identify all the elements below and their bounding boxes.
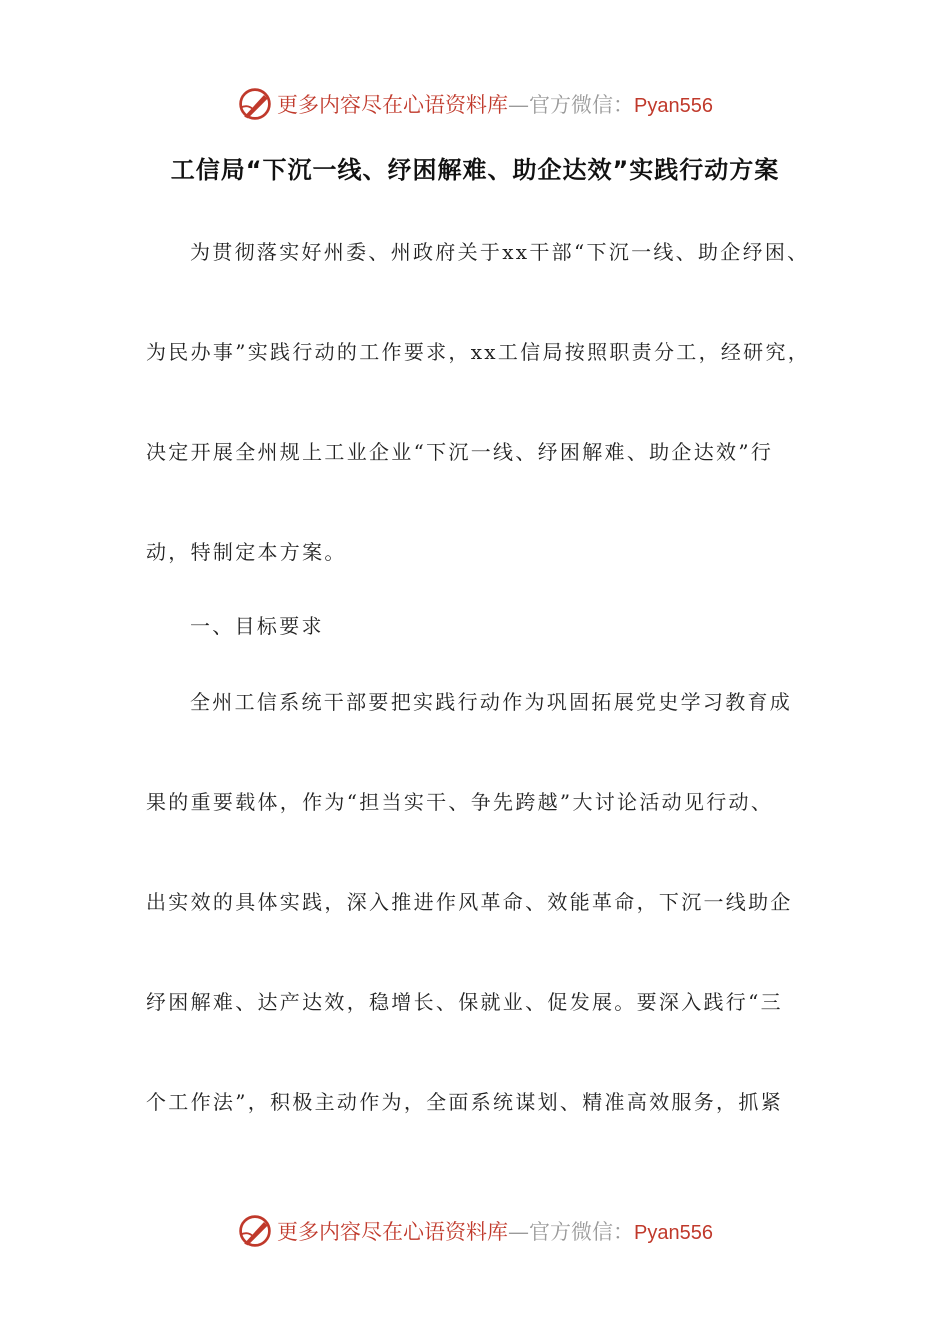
footer-banner	[0, 1209, 950, 1253]
document-title: 工信局“下沉一线、纾困解难、助企达效”实践行动方案	[170, 156, 780, 184]
body-line: 全州工信系统干部要把实践行动作为巩固拓展党史学习教育成	[190, 690, 793, 714]
body-line: 为民办事”实践行动的工作要求，xx工信局按照职责分工，经研究，	[146, 340, 811, 364]
body-line: 动，特制定本方案。	[146, 540, 347, 564]
body-line: 果的重要载体，作为“担当实干、争先跨越”大讨论活动见行动、	[146, 790, 774, 814]
pen-logo-icon	[237, 86, 273, 122]
banner-dash: —	[508, 93, 530, 117]
banner-wechat-label: 官方微信：	[529, 93, 635, 117]
banner-text	[277, 89, 713, 119]
banner-site-name: 更多内容尽在心语资料库	[277, 1220, 509, 1244]
banner-text	[277, 1216, 713, 1246]
body-line: 纾困解难、达产达效，稳增长、保就业、促发展。要深入践行“三	[146, 990, 783, 1014]
body-line: 出实效的具体实践，深入推进作风革命、效能革命，下沉一线助企	[146, 890, 793, 914]
header-banner	[0, 82, 950, 126]
body-line: 决定开展全州规上工业企业“下沉一线、纾困解难、助企达效”行	[146, 440, 774, 464]
banner-wechat-id: Pyan556	[634, 95, 713, 117]
banner-wechat-id: Pyan556	[634, 1222, 713, 1244]
body-line: 个工作法”，积极主动作为，全面系统谋划、精准高效服务，抓紧	[146, 1090, 783, 1114]
banner-wechat-label: 官方微信：	[529, 1220, 635, 1244]
section-heading: 一、目标要求	[190, 614, 324, 638]
banner-dash: —	[508, 1220, 530, 1244]
banner-site-name: 更多内容尽在心语资料库	[277, 93, 509, 117]
pen-logo-icon	[237, 1213, 273, 1249]
body-line: 为贯彻落实好州委、州政府关于xx干部“下沉一线、助企纾困、	[190, 240, 810, 264]
